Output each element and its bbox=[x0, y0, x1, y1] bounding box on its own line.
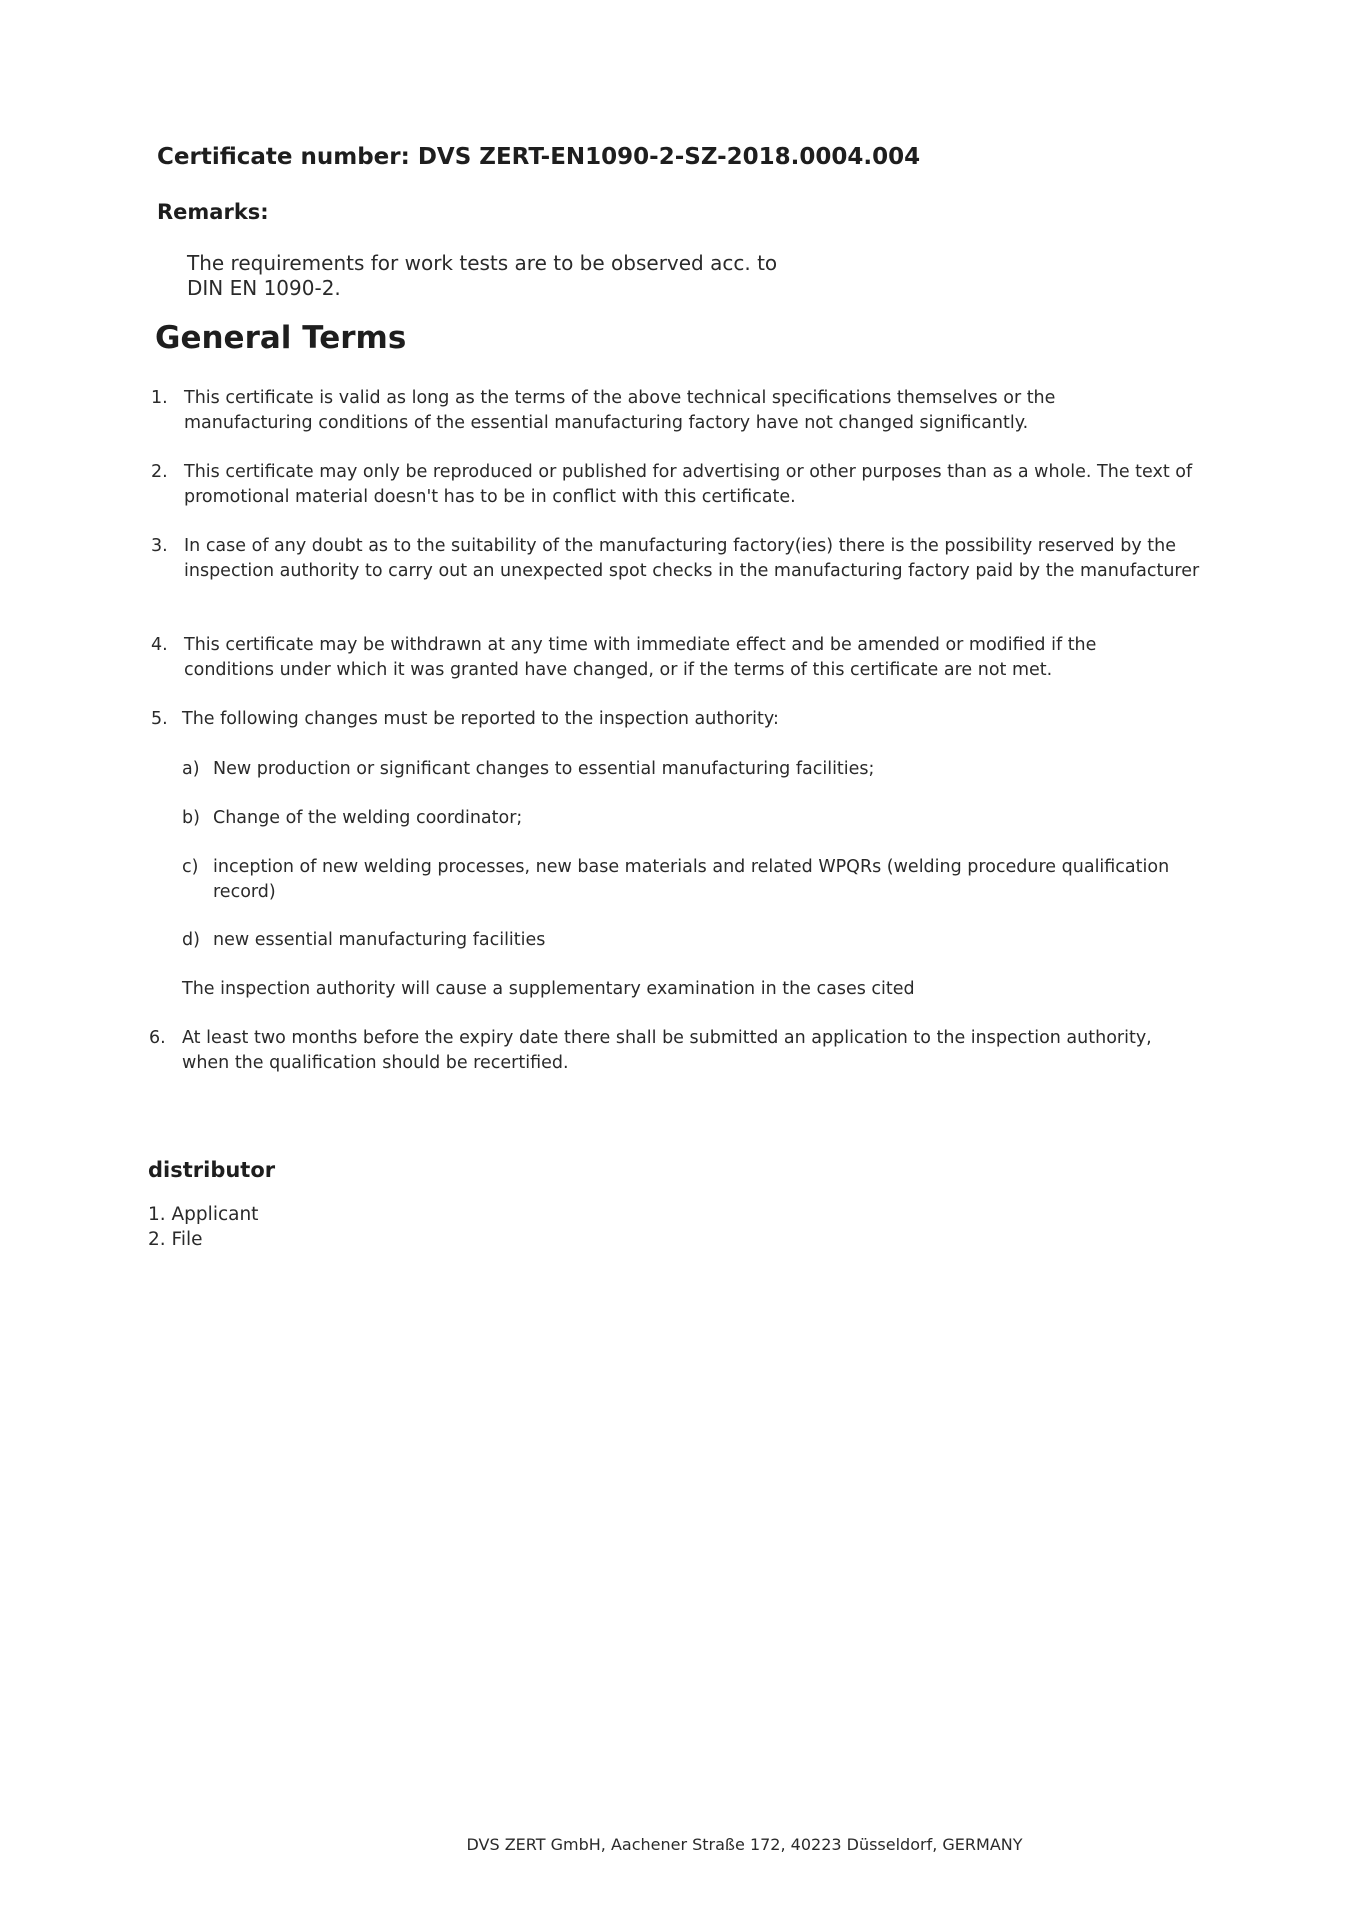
term-number: 5. bbox=[151, 709, 168, 729]
term-number: 6. bbox=[149, 1028, 166, 1048]
term-text: This certificate is valid as long as the terms of the above technical specifications themselves or the manufacturing conditions of the essential manufacturing factory have not changed significantly. bbox=[184, 388, 1056, 433]
sub-item-a bbox=[182, 757, 1182, 782]
term-item-4 bbox=[151, 633, 1141, 683]
supplementary-note bbox=[182, 977, 1182, 1002]
term-number: 2. bbox=[151, 462, 168, 482]
sub-item-letter: c) bbox=[182, 857, 199, 877]
distributor-label: distributor bbox=[148, 1158, 276, 1182]
term-number: 3. bbox=[151, 536, 168, 556]
distributor-list bbox=[148, 1202, 258, 1252]
sub-item-c bbox=[182, 855, 1222, 905]
remarks-label: Remarks: bbox=[157, 200, 269, 224]
certificate-number: Certificate number: DVS ZERT-EN1090-2-SZ-2018.0004.004 bbox=[157, 144, 921, 170]
sub-item-text: new essential manufacturing facilities bbox=[213, 930, 546, 950]
term-item-3 bbox=[151, 534, 1226, 584]
remarks-line-1: The requirements for work tests are to be observed acc. to bbox=[187, 251, 778, 275]
term-item-6 bbox=[149, 1026, 1199, 1076]
remarks-text bbox=[187, 251, 827, 301]
term-text: In case of any doubt as to the suitability of the manufacturing factory(ies) there is the possibility reserved by the inspection authority to carry out an unexpected spot checks in the manufacturing factory paid by the manufacturer bbox=[184, 536, 1200, 581]
distributor-item: 2. File bbox=[148, 1229, 203, 1250]
sub-item-text: inception of new welding processes, new base materials and related WPQRs (welding procedure qualification record) bbox=[213, 857, 1170, 902]
sub-item-letter: a) bbox=[182, 759, 200, 779]
distributor-item: 1. Applicant bbox=[148, 1204, 259, 1225]
term-number: 4. bbox=[151, 635, 168, 655]
term-number: 1. bbox=[151, 388, 168, 408]
term-item-1 bbox=[151, 386, 1091, 436]
sub-item-b bbox=[182, 806, 1182, 831]
term-item-5 bbox=[151, 707, 1151, 732]
remarks-line-2: DIN EN 1090-2. bbox=[187, 276, 341, 300]
sub-item-letter: b) bbox=[182, 808, 200, 828]
term-text: This certificate may only be reproduced or published for advertising or other purposes than as a whole. The text of promotional material doesn't has to be in conflict with this certificate. bbox=[184, 462, 1193, 507]
sub-item-d bbox=[182, 928, 1182, 953]
term-text: The following changes must be reported to the inspection authority: bbox=[182, 709, 779, 729]
term-item-2 bbox=[151, 460, 1221, 510]
term-text: At least two months before the expiry date there shall be submitted an application to the inspection authority, when the qualification should be recertified. bbox=[182, 1028, 1152, 1073]
sub-item-letter: d) bbox=[182, 930, 200, 950]
term-text: This certificate may be withdrawn at any time with immediate effect and be amended or modified if the conditions under which it was granted have changed, or if the terms of this certificate are not met. bbox=[184, 635, 1097, 680]
supplementary-note-text: The inspection authority will cause a supplementary examination in the cases cited bbox=[182, 979, 915, 999]
footer-address: DVS ZERT GmbH, Aachener Straße 172, 40223 Düsseldorf, GERMANY bbox=[466, 1835, 1023, 1854]
sub-item-text: Change of the welding coordinator; bbox=[213, 808, 523, 828]
sub-item-text: New production or significant changes to essential manufacturing facilities; bbox=[213, 759, 875, 779]
general-terms-heading: General Terms bbox=[155, 320, 407, 356]
